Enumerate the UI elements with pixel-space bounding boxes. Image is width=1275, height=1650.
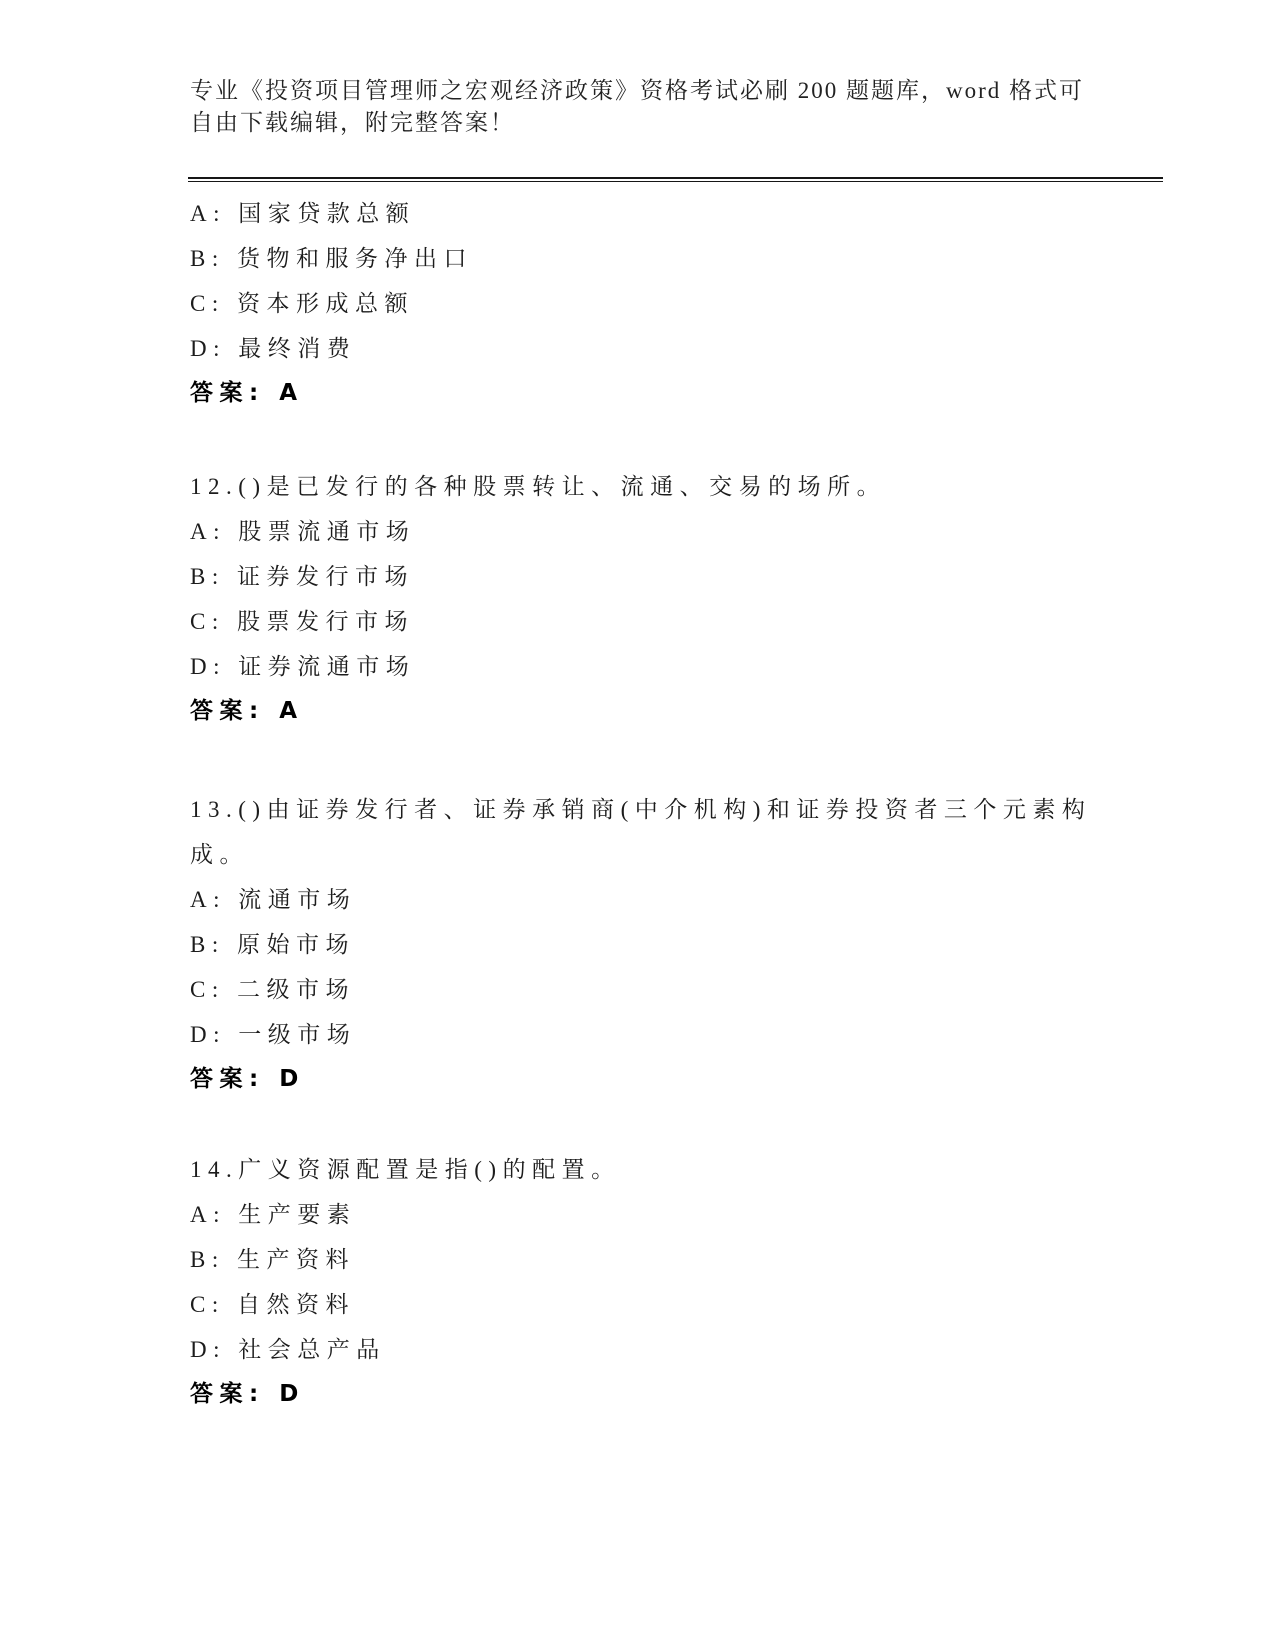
option-c: C: 股票发行市场 xyxy=(190,609,414,634)
header-line-1: 专业《投资项目管理师之宏观经济政策》资格考试必刷 200 题题库，word 格式可 xyxy=(190,78,1085,103)
option-b: B: 货物和服务净出口 xyxy=(190,246,473,271)
option-b: B: 证券发行市场 xyxy=(190,564,414,589)
answer-line: 答案: D xyxy=(190,1381,305,1407)
question-stem: 12.()是已发行的各种股票转让、流通、交易的场所。 xyxy=(190,474,887,499)
question-block-14 xyxy=(190,1147,1170,1417)
option-d: D: 最终消费 xyxy=(190,336,357,361)
answer-line: 答案: D xyxy=(190,1066,305,1092)
answer-line: 答案: A xyxy=(190,698,304,724)
question-block-13 xyxy=(190,787,1170,1102)
option-a: A: 股票流通市场 xyxy=(190,519,416,544)
option-a: A: 国家贷款总额 xyxy=(190,201,416,226)
header-divider xyxy=(188,177,1163,182)
question-stem: 14.广义资源配置是指()的配置。 xyxy=(190,1157,621,1182)
option-c: C: 二级市场 xyxy=(190,977,355,1002)
option-d: D: 一级市场 xyxy=(190,1022,357,1047)
option-b: B: 原始市场 xyxy=(190,932,355,957)
question-block-12 xyxy=(190,464,1170,734)
option-c: C: 资本形成总额 xyxy=(190,291,414,316)
question-stem-line-1: 13.()由证券发行者、证券承销商(中介机构)和证券投资者三个元素构 xyxy=(190,797,1092,822)
option-d: D: 社会总产品 xyxy=(190,1337,386,1362)
option-a: A: 流通市场 xyxy=(190,887,357,912)
header-line-2: 自由下载编辑，附完整答案！ xyxy=(190,110,515,135)
option-b: B: 生产资料 xyxy=(190,1247,355,1272)
page-header xyxy=(190,75,1090,139)
option-d: D: 证券流通市场 xyxy=(190,654,416,679)
answer-line: 答案: A xyxy=(190,380,304,406)
question-stem-line-2: 成。 xyxy=(190,842,249,867)
question-block-11 xyxy=(190,191,1170,416)
option-c: C: 自然资料 xyxy=(190,1292,355,1317)
option-a: A: 生产要素 xyxy=(190,1202,357,1227)
